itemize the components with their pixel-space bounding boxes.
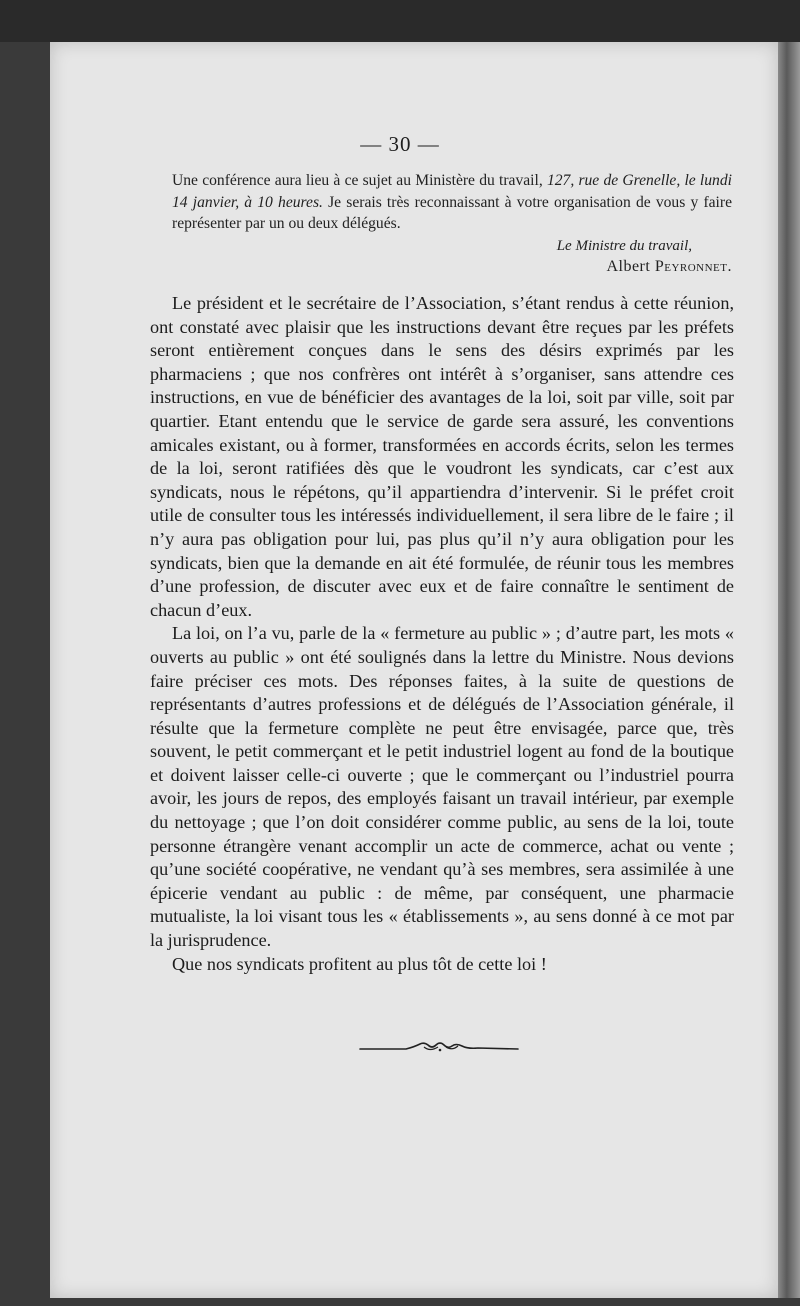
page-number: — 30 — xyxy=(360,132,440,156)
signature-title: Le Ministre du travail, xyxy=(556,238,692,254)
signature-first-name: Albert xyxy=(606,258,655,275)
paragraph-2: La loi, on l’a vu, parle de la « fermeture au public » ; d’autre part, les mots « ouverts au public » ont été soulignés dans la lettre du Ministre. Nous devions faire préciser ces mots. Des réponses faites, à la suite de questions de représentants d’autres professions et de délégués de l’Association générale, il résulte que la fermeture complète ne peut être envisagée, parce que, très souvent, le petit commerçant et le petit industriel logent au fond de la boutique et doivent laisser celle-ci ouverte ; que le commerçant ou l’industriel pourra avoir, les jours de repos, des employés faisant un travail intérieur, par exemple du nettoyage ; que l’on doit considérer comme public, au sens de la loi, toute personne étrangère venant accomplir un acte de commerce, achat ou vente ; qu’une société coopérative, ne vendant qu’à ses membres, sera assimilée à une épicerie vendant au public : de même, par conséquent, une pharmacie mutualiste, la loi visant tous les « établissements », au sens donné à ce mot par la jurisprudence. xyxy=(150,623,734,951)
decorative-flourish-icon xyxy=(358,1038,520,1056)
letter-excerpt xyxy=(172,170,732,235)
page-binding-edge xyxy=(778,42,800,1298)
letter-paragraph xyxy=(172,170,732,235)
signature-name xyxy=(557,256,732,278)
letter-address: 127, rue de Grenelle, le lundi 14 janvier, à 10 heures. xyxy=(172,172,732,211)
letter-text-end: Je serais très reconnaissant à votre organisation de vous y faire représenter par un ou deux délégués. xyxy=(172,193,733,232)
letter-text-start: Une conférence aura lieu à ce sujet au Ministère du travail, xyxy=(172,172,547,189)
paragraph-1: Le président et le secrétaire de l’Association, s’étant rendus à cette réunion, ont constaté avec plaisir que les instructions devant être reçues par les préfets seront entièrement conçues dans le sens des désirs exprimés par les pharmaciens ; que nos confrères ont intérêt à s’organiser, sans attendre ces instructions, en vue de bénéficier des avantages de la loi, soit par ville, soit par quartier. Etant entendu que le service de garde sera assuré, les conventions amicales existant, ou à former, transformées en accords écrits, selon les termes de la loi, seront ratifiées dès que le voudront les syndicats, car c’est aux syndicats, nous le répétons, qu’il appartiendra d’intervenir. Si le préfet croit utile de consulter tous les intéressés individuellement, il sera libre de le faire ; il n’y aura pas obligation pour lui, pas plus qu’il n’y aura obligation pour les syndicats, bien que la demande en ait été formulée, de réunir tous les membres d’une profession, de discuter avec eux et de faire connaître le sentiment de chacun d’eux. xyxy=(150,293,734,620)
paragraph-3: Que nos syndicats profitent au plus tôt de cette loi ! xyxy=(172,953,547,974)
signature-last-name: Peyronnet. xyxy=(654,258,732,275)
scan-top-edge xyxy=(0,0,800,42)
main-text xyxy=(150,292,734,976)
signature-block xyxy=(557,236,732,278)
